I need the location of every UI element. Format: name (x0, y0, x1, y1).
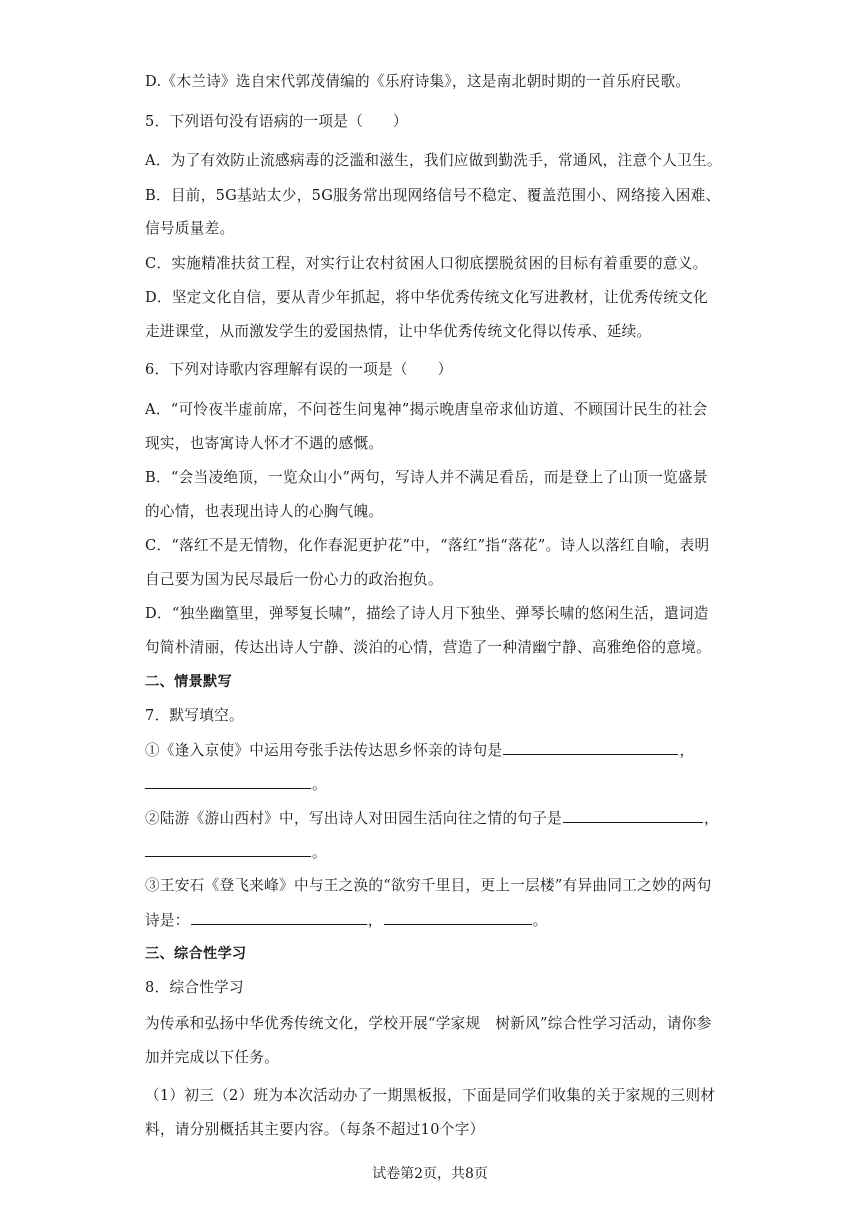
q8-intro-line1: 为传承和弘扬中华优秀传统文化，学校开展“学家规 树新风”综合性学习活动，请你参 (145, 1015, 712, 1032)
page-footer: 试卷第2页，共8页 (372, 1166, 488, 1182)
answer-blank-6[interactable] (384, 910, 532, 925)
q6-option-d-line1: D．“独坐幽篁里，弹琴复长啸”，描绘了诗人月下独坐、弹琴长啸的悠闲生活，遣词造 (145, 605, 709, 622)
q7-item2-comma: ， (704, 810, 719, 827)
q6-stem: 6．下列对诗歌内容理解有误的一项是（ ） (145, 361, 453, 378)
section-heading-comprehensive: 三、综合性学习 (145, 946, 247, 962)
answer-blank-5[interactable] (191, 910, 367, 925)
q7-item3-line1: ③王安石《登飞来峰》中与王之涣的“欲穷千里目，更上一层楼”有异曲同工之妙的两句 (145, 877, 712, 894)
q7-item2-end: 。 (312, 844, 327, 861)
answer-blank-1[interactable] (503, 740, 678, 755)
q7-item3-comma: ， (367, 912, 383, 929)
answer-blank-4[interactable] (145, 842, 311, 857)
q6-option-a-line1: A．“可怜夜半虚前席，不问苍生问鬼神”揭示晚唐皇帝求仙访道、不顾国计民生的社会 (145, 401, 708, 418)
q8-stem: 8．综合性学习 (145, 979, 244, 996)
q7-item1-line2 (145, 774, 327, 795)
q5-option-d-line1: D．坚定文化自信，要从青少年抓起，将中华优秀传统文化写进教材，让优秀传统文化 (145, 289, 709, 306)
q7-item2-text: ②陆游《游山西村》中，写出诗人对田园生活向往之情的句子是 (145, 810, 563, 827)
q5-stem: 5．下列语句没有语病的一项是（ ） (145, 113, 408, 130)
q6-option-c-line1: C．“落红不是无情物，化作春泥更护花”中，“落红”指“落花”。诗人以落红自喻，表明 (145, 537, 710, 554)
q6-option-b-line1: B．“会当凌绝顶，一览众山小”两句，写诗人并不满足看岳，而是登上了山顶一览盛景 (145, 469, 708, 486)
q7-item2-line2 (145, 842, 327, 863)
q6-option-c-line2: 自己要为国为民尽最后一份心力的政治抱负。 (145, 571, 443, 588)
q7-item3-line2 (145, 910, 548, 931)
q6-option-d-line2: 句简朴清丽，传达出诗人宁静、淡泊的心情，营造了一种清幽宁静、高雅绝俗的意境。 (145, 639, 711, 656)
q6-option-a-line2: 现实，也寄寓诗人怀才不遇的感慨。 (145, 435, 384, 452)
q7-item1-text: ①《逢入京使》中运用夸张手法传达思乡怀亲的诗句是 (145, 742, 503, 759)
q6-option-b-line2: 的心情，也表现出诗人的心胸气魄。 (145, 503, 384, 520)
q8-task1-line2: 料，请分别概括其主要内容。（每条不超过10个字） (145, 1121, 485, 1138)
q5-option-b-line2: 信号质量差。 (145, 220, 235, 237)
q7-item3-end: 。 (532, 912, 548, 929)
q5-option-b-line1: B．目前，5G基站太少，5G服务常出现网络信号不稳定、覆盖范围小、网络接入困难、 (145, 187, 721, 204)
q5-option-c: C．实施精准扶贫工程，对实行让农村贫困人口彻底摆脱贫困的目标有着重要的意义。 (145, 255, 708, 272)
q7-item1 (145, 740, 694, 761)
q7-item3-prefix: 诗是： (145, 912, 190, 929)
q7-item2 (145, 808, 719, 829)
q5-option-d-line2: 走进课堂，从而激发学生的爱国热情，让中华优秀传统文化得以传承、延续。 (145, 323, 652, 340)
q5-option-a: A．为了有效防止流感病毒的泛滥和滋生，我们应做到勤洗手，常通风，注意个人卫生。 (145, 152, 722, 169)
section-heading-recitation: 二、情景默写 (145, 674, 232, 690)
q7-stem: 7．默写填空。 (145, 707, 244, 724)
q8-task1-line1: （1）初三（2）班为本次活动办了一期黑板报，下面是同学们收集的关于家规的三则材 (145, 1087, 716, 1104)
q4-option-d: D.《木兰诗》选自宋代郭茂倩编的《乐府诗集》，这是南北朝时期的一首乐府民歌。 (145, 73, 691, 90)
q7-item1-comma: ， (679, 742, 695, 759)
q7-item1-end: 。 (312, 776, 327, 793)
answer-blank-3[interactable] (563, 808, 703, 823)
answer-blank-2[interactable] (145, 774, 311, 789)
q8-intro-line2: 加并完成以下任务。 (145, 1049, 280, 1066)
